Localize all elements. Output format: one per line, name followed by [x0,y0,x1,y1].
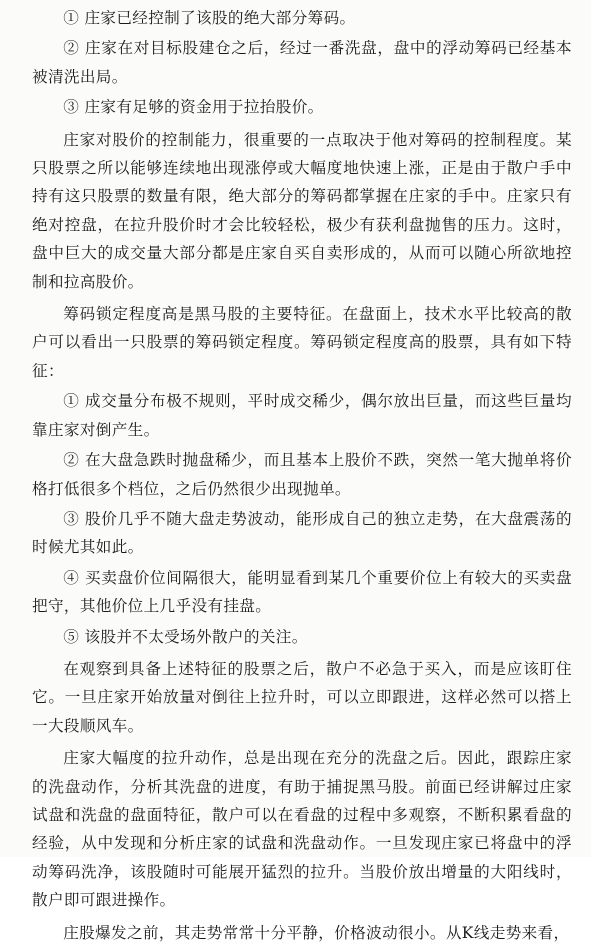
list-item-volume: ① 成交量分布极不规则，平时成交稀少，偶尔放出巨量，而这些巨量均靠庄家对倒产生。 [32,392,572,439]
list-item-bid-ask-gap: ④ 买卖盘价位间隔很大，能明显看到某几个重要价位上有较大的买卖盘把守，其他价位上几乎没有挂盘。 [32,568,572,616]
list-item-sell-orders: ② 在大盘急跌时抛盘稀少，而且基本上股价不跌，突然一笔大抛单将价格打低很多个档位，之后仍然很少出现抛单。 [32,451,572,498]
list-item-funds: ③ 庄家有足够的资金用于拉抬股价。 [63,98,324,117]
paragraph-control-ability: 庄家对股价的控制能力，很重要的一点取决于他对筹码的控制程度。某只股票之所以能够连续地出现涨停或大幅度地快速上涨，正是由于散户手中持有这只股票的数量有限，绝大部分的筹码都掌握在庄家的手中。庄家只有绝对控盘，在拉升股价时才会比较轻松，极少有获利盘抛售的压力。这时，盘中巨大的成交量大部分都是庄家自买自卖形成的，从而可以随心所欲地控制和拉高股价。 [32,130,572,291]
list-item-independent-trend: ③ 股价几乎不随大盘走势波动，能形成自己的独立走势，在大盘震荡的时候尤其如此。 [32,509,572,557]
paragraph-lock-degree: 筹码锁定程度高是黑马股的主要特征。在盘面上，技术水平比较高的散户可以看出一只股票的筹码锁定程度。筹码锁定程度高的股票，具有如下特征： [32,305,572,380]
paragraph-watch-stock: 在观察到具备上述特征的股票之后，散户不必急于买入，而是应该盯住它。一旦庄家开始放量对倒往上拉升时，可以立即跟进，这样必然可以搭上一大段顺风车。 [32,659,572,735]
paragraph-before-breakout: 庄股爆发之前，其走势常常十分平静，价格波动很小。从K线走势来看， [63,923,570,942]
paragraph-track-washing: 庄家大幅度的拉升动作，总是出现在充分的洗盘之后。因此，跟踪庄家的洗盘动作，分析其洗盘的进度，有助于捕捉黑马股。前面已经讲解过庄家试盘和洗盘的盘面特征，散户可以在看盘的过程中多观察，不断积累看盘的经验，从中发现和分析庄家的试盘和洗盘动作。一旦发现庄家已将盘中的浮动筹码洗净，该股随时可能展开猛烈的拉升。当股价放出增量的大阳线时，散户即可跟进操作。 [32,749,572,910]
list-item-wash-out: ② 庄家在对目标股建仓之后，经过一番洗盘，盘中的浮动筹码已经基本被清洗出局。 [32,39,572,86]
list-item-control-chips: ① 庄家已经控制了该股的绝大部分筹码。 [63,9,356,27]
document-body [32,4,572,951]
list-item-attention: ⑤ 该股并不太受场外散户的关注。 [63,627,308,646]
